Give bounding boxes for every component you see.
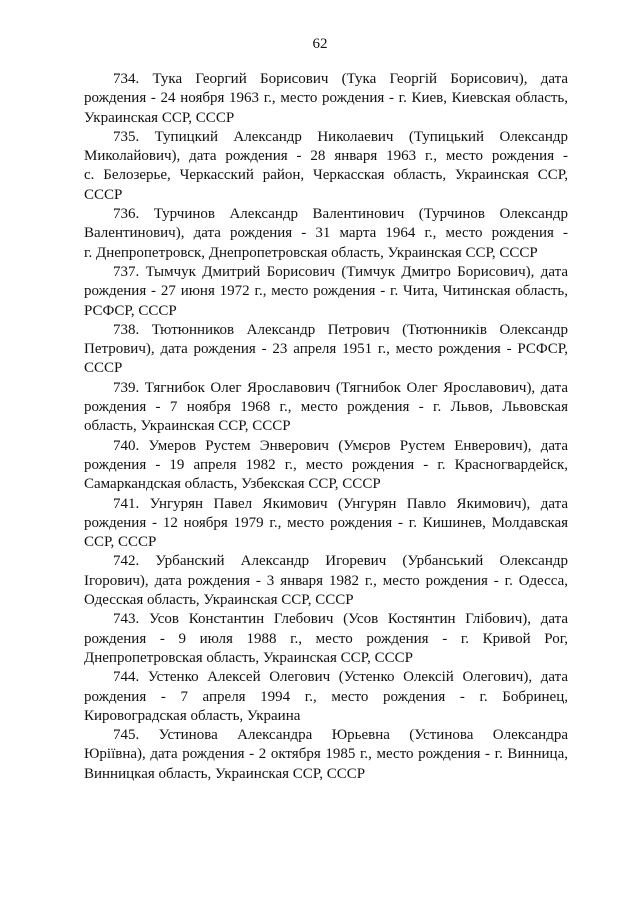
entry-line: рождения - 7 апреля 1994 г., место рождения - г. Бобринец,	[84, 688, 568, 705]
entry-line: Валентинович), дата рождения - 31 марта 1964 г., место рождения -	[84, 225, 568, 242]
entry-line: рождения - 19 апреля 1982 г., место рождения - г. Красногвардейск,	[84, 456, 568, 473]
entry-line: Одесская область, Украинская ССР, СССР	[84, 592, 354, 609]
entry-line: Юріївна), дата рождения - 2 октября 1985 г., место рождения - г. Винница,	[84, 746, 568, 763]
entry-line: с. Белозерье, Черкасский район, Черкасская область, Украинская ССР,	[84, 167, 568, 184]
entry-line: 735. Тупицкий Александр Николаевич (Тупицький Олександр	[113, 128, 568, 145]
entry-line: СССР	[84, 360, 123, 377]
entry-line: РСФСР, СССР	[84, 302, 177, 319]
entry-line: Винницкая область, Украинская ССР, СССР	[84, 765, 366, 782]
entry-line: Украинская ССР, СССР	[84, 109, 235, 126]
entry-line: 739. Тягнибок Олег Ярославович (Тягнибок Олег Ярославович), дата	[113, 379, 568, 396]
entry-line: Кировоградская область, Украина	[84, 707, 301, 724]
entry-line: Самаркандская область, Узбекская ССР, СССР	[84, 476, 381, 493]
entries-list	[84, 70, 568, 784]
list-item	[84, 726, 568, 784]
entry-line: Миколайович), дата рождения - 28 января 1963 г., место рождения -	[84, 148, 568, 165]
entry-line: 736. Турчинов Александр Валентинович (Турчинов Олександр	[113, 206, 568, 223]
entry-line: Ігорович), дата рождения - 3 января 1982 г., место рождения - г. Одесса,	[84, 572, 568, 589]
entry-line: ССР, СССР	[84, 534, 157, 551]
entry-line: рождения - 12 ноября 1979 г., место рождения - г. Кишинев, Молдавская	[84, 514, 568, 531]
entry-line: Петрович), дата рождения - 23 апреля 1951 г., место рождения - РСФСР,	[84, 341, 568, 358]
entry-line: 744. Устенко Алексей Олегович (Устенко Олексій Олегович), дата	[113, 669, 568, 686]
entry-line: 742. Урбанский Александр Игоревич (Урбанський Олександр	[113, 553, 568, 570]
entry-line: СССР	[84, 186, 123, 203]
list-item	[84, 552, 568, 610]
page-number: 62	[312, 36, 328, 52]
entry-line: рождения - 27 июня 1972 г., место рождения - г. Чита, Читинская область,	[84, 283, 568, 300]
list-item	[84, 321, 568, 379]
entry-line: 741. Унгурян Павел Якимович (Унгурян Павло Якимович), дата	[113, 495, 568, 512]
entry-line: рождения - 9 июля 1988 г., место рождения - г. Кривой Рог,	[84, 630, 568, 647]
entry-line: 737. Тымчук Дмитрий Борисович (Тимчук Дмитро Борисович), дата	[113, 263, 568, 280]
entry-line: 738. Тютюнников Александр Петрович (Тютюнників Олександр	[113, 321, 568, 338]
list-item	[84, 610, 568, 668]
list-item	[84, 205, 568, 263]
entry-line: 743. Усов Константин Глебович (Усов Костянтин Глібович), дата	[113, 611, 568, 628]
entry-line: рождения - 24 ноября 1963 г., место рождения - г. Киев, Киевская область,	[84, 90, 568, 107]
list-item	[84, 495, 568, 553]
list-item	[84, 437, 568, 495]
entry-line: область, Украинская ССР, СССР	[84, 418, 291, 435]
entry-line: г. Днепропетровск, Днепропетровская область, Украинская ССР, СССР	[84, 244, 538, 261]
entry-line: рождения - 7 ноября 1968 г., место рождения - г. Львов, Львовская	[84, 399, 568, 416]
entry-line: Днепропетровская область, Украинская ССР, СССР	[84, 649, 414, 666]
entry-line: 734. Тука Георгий Борисович (Тука Георгій Борисович), дата	[113, 71, 568, 87]
entry-line: 740. Умеров Рустем Энверович (Умєров Рустем Енверович), дата	[113, 437, 568, 454]
entry-line: 745. Устинова Александра Юрьевна (Устинова Олександра	[113, 727, 568, 744]
list-item	[84, 668, 568, 726]
list-item	[84, 70, 568, 128]
list-item	[84, 128, 568, 205]
list-item	[84, 379, 568, 437]
list-item	[84, 263, 568, 321]
